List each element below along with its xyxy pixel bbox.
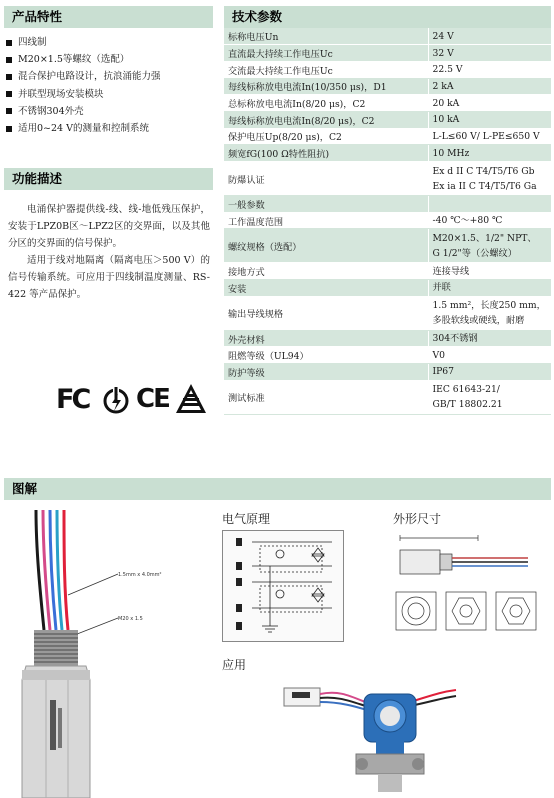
spec-key: 接地方式 <box>224 263 428 280</box>
spec-value <box>428 95 551 112</box>
feature-item <box>6 34 211 51</box>
spec-row <box>224 45 551 62</box>
spec-key: 防护等级 <box>224 364 428 381</box>
spec-table <box>224 28 551 415</box>
spec-value <box>428 61 551 78</box>
spec-value <box>428 330 551 347</box>
spec-value-line: GB/T 18802.21 <box>432 399 503 411</box>
feature-list <box>6 34 211 137</box>
application-photo <box>280 676 460 794</box>
spec-value <box>428 45 551 62</box>
feature-text: 适用0~24 V的测量和控制系统 <box>18 123 149 135</box>
thread-label: M20 x 1.5 <box>118 616 143 622</box>
spec-value <box>428 229 551 263</box>
spec-key: 螺纹规格（选配） <box>224 229 428 263</box>
spec-row <box>224 61 551 78</box>
spec-value <box>428 280 551 297</box>
spec-value <box>428 111 551 128</box>
spec-value-line: Ex ia II C T4/T5/T6 Ga <box>432 180 537 192</box>
spec-value <box>428 78 551 95</box>
spec-row <box>224 229 551 263</box>
feature-item <box>6 103 211 120</box>
spec-value <box>428 162 551 196</box>
wire-label: 1.5mm x 4.0mm² <box>118 572 162 578</box>
spec-row <box>224 347 551 364</box>
spec-key: 交流最大持续工作电压Uc <box>224 61 428 78</box>
spec-value-line: IEC 61643-21/ <box>432 384 500 396</box>
spec-key: 外壳材料 <box>224 330 428 347</box>
bullet-icon <box>6 40 12 46</box>
feature-text: 并联型现场安装模块 <box>18 88 104 100</box>
spec-value-line: 10 MHz <box>432 147 470 159</box>
spec-key: 频宽fG(100 Ω特性阻抗) <box>224 145 428 162</box>
spec-key: 保护电压Up(8/20 μs)，C2 <box>224 128 428 145</box>
spec-value-line: M20×1.5、1/2" NPT、 <box>432 232 537 244</box>
spec-key: 每线标称放电电流In(10/350 μs)，D1 <box>224 78 428 95</box>
spec-key: 输出导线规格 <box>224 296 428 330</box>
spec-row <box>224 263 551 280</box>
electrical-principle-label: 电气原理 <box>222 512 271 526</box>
spec-key: 阻燃等级（UL94） <box>224 347 428 364</box>
spec-row <box>224 364 551 381</box>
feature-item <box>6 86 211 103</box>
function-paragraph: 电涌保护器提供线-线、线-地低残压保护，安装于LPZ0B区～LPZ2区的交界面，以及其他分区的交界面的信号保护。 <box>8 204 210 249</box>
feature-text: 不锈钢304外壳 <box>18 105 84 117</box>
spec-value <box>428 145 551 162</box>
fc-logo: FC <box>56 384 89 415</box>
spec-value-line: 22.5 V <box>432 64 463 76</box>
spec-key: 直流最大持续工作电压Uc <box>224 45 428 62</box>
spec-value-line: 多股软线或硬线，耐磨 <box>432 315 525 327</box>
product-photo <box>6 510 196 798</box>
function-description <box>8 201 210 303</box>
spec-value-line: 1.5 mm²，长度250 mm， <box>432 300 546 312</box>
spec-value-line: -40 ℃～+80 ℃ <box>432 215 503 227</box>
spec-value-line: 10 kA <box>432 114 460 126</box>
bullet-icon <box>6 91 12 97</box>
spec-key: 防爆认证 <box>224 162 428 196</box>
spec-value <box>428 380 551 414</box>
ex-warning-icon <box>174 382 208 416</box>
bullet-icon <box>6 126 12 132</box>
spec-row <box>224 196 551 213</box>
certification-logos <box>56 382 226 420</box>
spec-value-line: 32 V <box>432 47 454 59</box>
spec-row <box>224 111 551 128</box>
spec-row <box>224 162 551 196</box>
electrical-schematic <box>222 530 344 642</box>
feature-text: M20×1.5等螺纹（选配） <box>18 54 130 66</box>
spec-value <box>428 212 551 229</box>
feature-text: 混合保护电路设计，抗浪涌能力强 <box>18 71 161 83</box>
spec-value <box>428 128 551 145</box>
spec-value-line: 304不锈钢 <box>432 333 478 345</box>
function-header: 功能描述 <box>4 168 213 190</box>
spec-value <box>428 263 551 280</box>
spec-value-line: G 1/2"等（公螺纹） <box>432 247 517 259</box>
spec-value <box>428 296 551 330</box>
energy-saving-icon <box>102 385 130 415</box>
spec-value-line: 24 V <box>432 30 454 42</box>
spec-value-line: L-L≤60 V/ L-PE≤650 V <box>432 130 540 142</box>
spec-row <box>224 28 551 45</box>
spec-value-line: 2 kA <box>432 80 454 92</box>
spec-row <box>224 280 551 297</box>
spec-value <box>428 364 551 381</box>
function-paragraph: 适用于线对地隔离（隔离电压＞500 V）的信号传输系统。可应用于四线制温度测量、RS-422 等产品保护。 <box>8 255 210 300</box>
spec-key: 一般参数 <box>224 196 428 213</box>
spec-key: 标称电压Un <box>224 28 428 45</box>
spec-value-line: IP67 <box>432 366 455 378</box>
bullet-icon <box>6 74 12 80</box>
spec-row <box>224 145 551 162</box>
spec-row <box>224 330 551 347</box>
bullet-icon <box>6 108 12 114</box>
spec-key: 测试标准 <box>224 380 428 414</box>
spec-row <box>224 95 551 112</box>
spec-value-line: 连接导线 <box>432 265 470 277</box>
dimension-drawing <box>388 530 548 642</box>
feature-item <box>6 51 211 68</box>
spec-key: 总标称放电电流In(8/20 μs)，C2 <box>224 95 428 112</box>
ce-logo: CE <box>136 384 169 414</box>
bullet-icon <box>6 57 12 63</box>
spec-row <box>224 296 551 330</box>
dimensions-label: 外形尺寸 <box>393 512 442 526</box>
spec-key: 每线标称放电电流In(8/20 μs)，C2 <box>224 111 428 128</box>
spec-value <box>428 347 551 364</box>
spec-value-line: Ex d II C T4/T5/T6 Gb <box>432 165 535 177</box>
spec-value <box>428 196 551 213</box>
spec-row <box>224 380 551 414</box>
feature-text: 四线制 <box>18 37 47 48</box>
spec-key: 工作温度范围 <box>224 212 428 229</box>
application-label: 应用 <box>222 658 247 672</box>
spec-value-line: 并联 <box>432 282 451 294</box>
spec-value-line: V0 <box>432 349 445 361</box>
feature-item <box>6 120 211 137</box>
spec-row <box>224 128 551 145</box>
spec-row <box>224 78 551 95</box>
spec-row <box>224 212 551 229</box>
spec-value-line: 20 kA <box>432 97 460 109</box>
diagrams-header: 图解 <box>4 478 551 500</box>
feature-item <box>6 68 211 85</box>
spec-value <box>428 28 551 45</box>
specs-header: 技术参数 <box>224 6 551 28</box>
spec-key: 安装 <box>224 280 428 297</box>
features-header: 产品特性 <box>4 6 213 28</box>
